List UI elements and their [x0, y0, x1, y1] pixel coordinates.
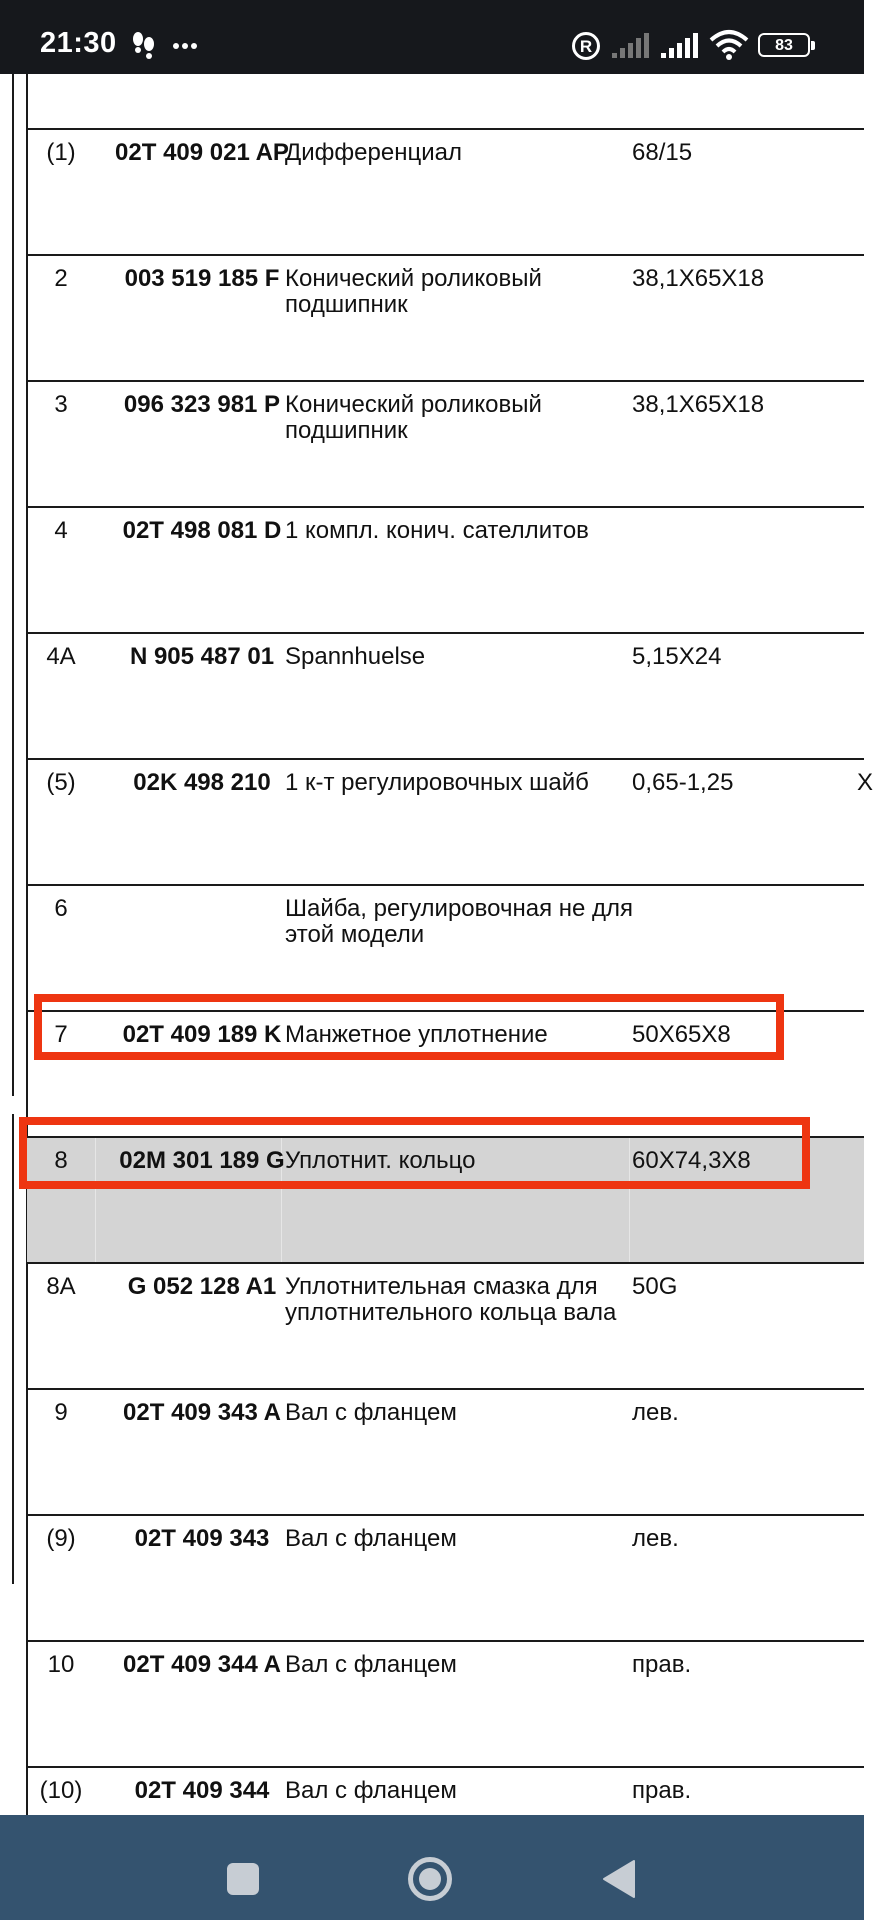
part-number-cell: 02T 409 344 A — [123, 1651, 281, 1678]
spec-cell: 38,1X65X18 — [632, 265, 765, 292]
part-number-cell: 02T 409 343 — [134, 1525, 270, 1552]
table-row — [27, 1514, 864, 1640]
spec-cell: прав. — [632, 1651, 692, 1678]
part-number-cell: G 052 128 A1 — [127, 1273, 277, 1300]
part-number-cell: N 905 487 01 — [129, 643, 275, 670]
description-cell: Spannhuelse — [285, 643, 426, 670]
table-row — [27, 1640, 864, 1766]
description-cell: Уплотнит. кольцо — [285, 1147, 476, 1174]
table-row — [27, 128, 864, 254]
wifi-icon — [709, 30, 749, 60]
page-border-lower — [12, 1114, 14, 1584]
svg-text:R: R — [579, 37, 593, 56]
table-row — [27, 380, 864, 506]
spec-cell: 38,1X65X18 — [632, 391, 765, 418]
table-row — [27, 1262, 864, 1388]
description-cell: Уплотнительная смазка для уплотнительного кольца вала — [285, 1273, 617, 1326]
annotation-box-row-8 — [19, 1117, 810, 1189]
navigation-bar — [0, 1815, 864, 1920]
part-number-cell: 02T 409 343 A — [123, 1399, 281, 1426]
spec-cell: 5,15X24 — [632, 643, 722, 670]
part-number-cell: 02T 409 344 — [134, 1777, 270, 1804]
row-number-cell: 6 — [54, 895, 68, 922]
edge-cell: Х — [857, 769, 874, 796]
annotation-box-row-7 — [34, 994, 784, 1060]
back-triangle-icon[interactable] — [602, 1860, 636, 1898]
row-number-cell: (1) — [46, 139, 76, 166]
row-number-cell: (5) — [46, 769, 76, 796]
home-circle-icon[interactable] — [407, 1856, 453, 1902]
table-row — [27, 632, 864, 758]
part-number-cell: 096 323 981 P — [123, 391, 281, 418]
part-number-cell: 003 519 185 F — [124, 265, 280, 292]
table-row — [27, 1388, 864, 1514]
table-row — [27, 254, 864, 380]
part-number-cell: 02T 409 189 K — [122, 1021, 282, 1048]
row-number-cell: 8A — [46, 1273, 76, 1300]
recents-square-icon[interactable] — [226, 1862, 260, 1896]
spec-cell: 50G — [632, 1273, 678, 1300]
description-cell: Дифференциал — [285, 139, 462, 166]
description-cell: Манжетное уплотнение — [285, 1021, 548, 1048]
description-cell: Шайба, регулировочная не для этой модели — [285, 895, 633, 948]
part-number-cell: 02T 498 081 D — [122, 517, 282, 544]
part-number-cell: 02K 498 210 — [133, 769, 271, 796]
description-cell: 1 компл. конич. сателлитов — [285, 517, 589, 544]
signal-icon — [660, 31, 700, 59]
spec-cell: прав. — [632, 1777, 692, 1804]
spec-cell: 0,65-1,25 — [632, 769, 734, 796]
description-cell: Вал с фланцем — [285, 1399, 457, 1426]
row-number-cell: 3 — [54, 391, 68, 418]
spec-cell: 68/15 — [632, 139, 693, 166]
part-number-cell: 02T 409 021 AP — [115, 139, 289, 166]
part-number-cell: 02M 301 189 G — [119, 1147, 285, 1174]
spec-cell: лев. — [632, 1399, 679, 1426]
row-number-cell: 7 — [54, 1021, 68, 1048]
spec-cell: 50X65X8 — [632, 1021, 731, 1048]
status-bar — [0, 0, 864, 74]
registered-icon — [571, 31, 601, 61]
description-cell: Вал с фланцем — [285, 1525, 457, 1552]
spec-cell: лев. — [632, 1525, 679, 1552]
table-row — [27, 884, 864, 1010]
row-number-cell: 2 — [54, 265, 68, 292]
signal-weak-icon — [611, 31, 651, 59]
description-cell: 1 к-т регулировочных шайб — [285, 769, 589, 796]
row-number-cell: 10 — [47, 1651, 75, 1678]
row-number-cell: 8 — [54, 1147, 68, 1174]
clock-time: 21:30 — [40, 27, 117, 59]
footsteps-icon — [130, 31, 158, 61]
description-cell: Конический роликовый подшипник — [285, 391, 542, 444]
row-number-cell: 9 — [54, 1399, 68, 1426]
description-cell: Вал с фланцем — [285, 1777, 457, 1804]
more-dots-icon — [172, 42, 198, 50]
row-number-cell: (10) — [39, 1777, 83, 1804]
table-row — [27, 506, 864, 632]
document-viewer[interactable] — [0, 74, 874, 1815]
row-number-cell: (9) — [46, 1525, 76, 1552]
row-number-cell: 4A — [46, 643, 76, 670]
table-row — [27, 758, 874, 884]
row-number-cell: 4 — [54, 517, 68, 544]
spec-cell: 60X74,3X8 — [632, 1147, 751, 1174]
battery-icon — [758, 33, 810, 57]
description-cell: Конический роликовый подшипник — [285, 265, 542, 318]
page-border-outer — [12, 74, 14, 1096]
battery-level: 83 — [775, 37, 793, 54]
description-cell: Вал с фланцем — [285, 1651, 457, 1678]
